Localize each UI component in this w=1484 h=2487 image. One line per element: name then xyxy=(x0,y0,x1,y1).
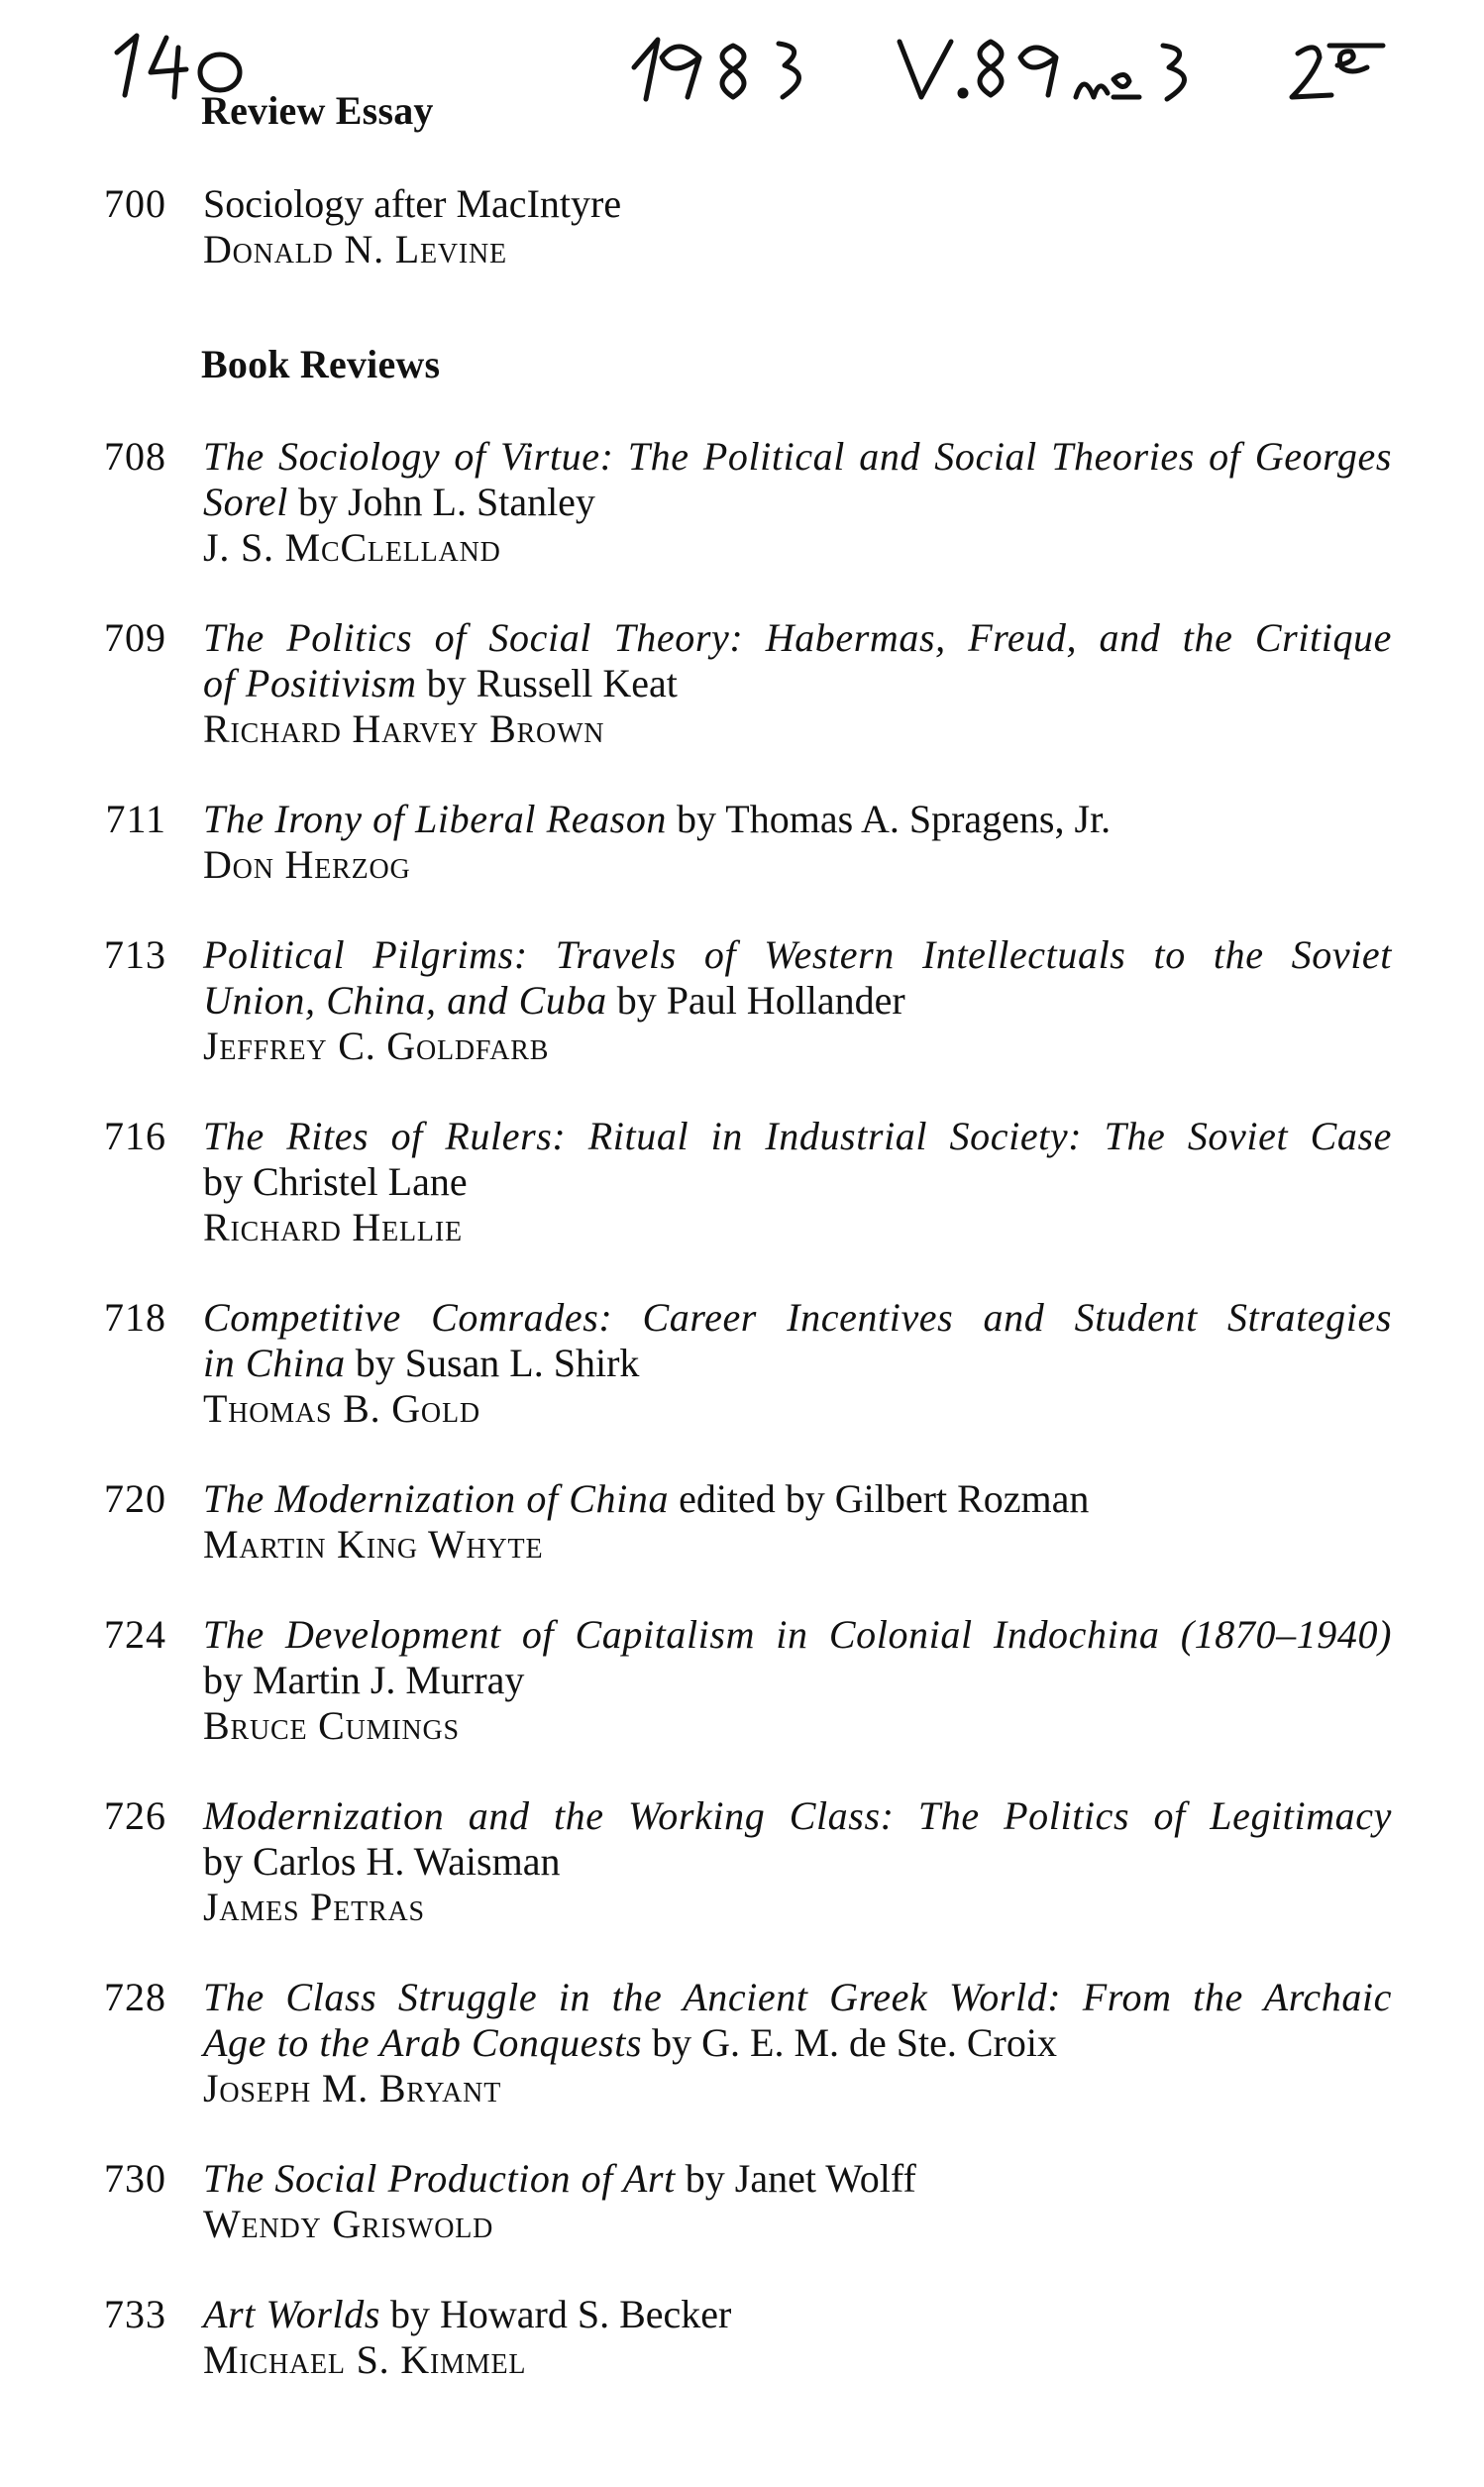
book-title: Sorel xyxy=(203,480,288,524)
reviewer-name: Martin King Whyte xyxy=(203,1522,544,1567)
book-title: Competitive Comrades: Career Incentives and Student Strategies xyxy=(203,1295,1392,1340)
reviewer-name: Donald N. Levine xyxy=(203,227,507,271)
section-heading-book-reviews: Book Reviews xyxy=(201,342,441,386)
book-title: in China xyxy=(203,1341,346,1385)
page-number: 713 xyxy=(104,932,166,977)
book-title: The Sociology of Virtue: The Political and Social Theories of Georges xyxy=(203,434,1392,479)
book-author: by Susan L. Shirk xyxy=(345,1341,640,1385)
book-author: by Carlos H. Waisman xyxy=(203,1839,561,1884)
book-author: by G. E. M. de Ste. Croix xyxy=(642,2020,1057,2065)
book-title: The Class Struggle in the Ancient Greek World: From the Archaic xyxy=(203,1975,1392,2019)
book-title: of Positivism xyxy=(203,661,417,705)
page-number: 708 xyxy=(104,434,166,479)
page-number: 711 xyxy=(105,797,166,841)
page-number: 726 xyxy=(104,1793,166,1838)
book-title: The Development of Capitalism in Colonial Indochina (1870–1940) xyxy=(203,1612,1392,1657)
reviewer-name: Joseph M. Bryant xyxy=(203,2066,502,2110)
book-author: by Christel Lane xyxy=(203,1159,468,1204)
page-number: 716 xyxy=(104,1114,166,1158)
book-author: by Janet Wolff xyxy=(675,2156,916,2201)
book-title: The Social Production of Art xyxy=(203,2156,676,2201)
page-number: 724 xyxy=(104,1612,166,1657)
book-title: The Rites of Rulers: Ritual in Industrial Society: The Soviet Case xyxy=(203,1114,1392,1158)
book-author: edited by Gilbert Rozman xyxy=(669,1476,1090,1521)
page-number: 700 xyxy=(104,181,166,226)
reviewer-name: Michael S. Kimmel xyxy=(203,2337,527,2382)
reviewer-name: Wendy Griswold xyxy=(203,2202,494,2246)
reviewer-name: Thomas B. Gold xyxy=(203,1386,480,1431)
page-number: 709 xyxy=(104,615,166,660)
reviewer-name: Jeffrey C. Goldfarb xyxy=(203,1024,550,1068)
book-author: by Russell Keat xyxy=(416,661,678,705)
page-number: 730 xyxy=(104,2156,166,2201)
book-title: Modernization and the Working Class: The Politics of Legitimacy xyxy=(203,1793,1392,1838)
section-heading-review-essay: Review Essay xyxy=(201,88,434,133)
book-title: The Politics of Social Theory: Habermas, Freud, and the Critique xyxy=(203,615,1392,660)
page-number: 720 xyxy=(104,1476,166,1521)
page-number: 733 xyxy=(104,2292,166,2336)
book-title: Political Pilgrims: Travels of Western Intellectuals to the Soviet xyxy=(203,932,1392,977)
book-author: by Martin J. Murray xyxy=(203,1658,525,1702)
book-title: The Modernization of China xyxy=(203,1476,670,1521)
book-title: Age to the Arab Conquests xyxy=(203,2020,643,2065)
reviewer-name: J. S. McClelland xyxy=(203,525,501,570)
reviewer-name: Richard Harvey Brown xyxy=(203,706,605,751)
book-author: by John L. Stanley xyxy=(287,480,595,524)
book-author: by Paul Hollander xyxy=(606,978,905,1023)
book-author: by Howard S. Becker xyxy=(380,2292,732,2336)
page-number: 718 xyxy=(104,1295,166,1340)
page-number: 728 xyxy=(104,1975,166,2019)
book-title: Union, China, and Cuba xyxy=(203,978,607,1023)
reviewer-name: Richard Hellie xyxy=(203,1205,463,1249)
book-title: The Irony of Liberal Reason xyxy=(203,797,668,841)
essay-title: Sociology after MacIntyre xyxy=(203,181,622,226)
book-author: by Thomas A. Spragens, Jr. xyxy=(667,797,1112,841)
reviewer-name: James Petras xyxy=(203,1885,425,1929)
reviewer-name: Don Herzog xyxy=(203,842,411,887)
reviewer-name: Bruce Cumings xyxy=(203,1703,460,1748)
book-title: Art Worlds xyxy=(203,2292,381,2336)
